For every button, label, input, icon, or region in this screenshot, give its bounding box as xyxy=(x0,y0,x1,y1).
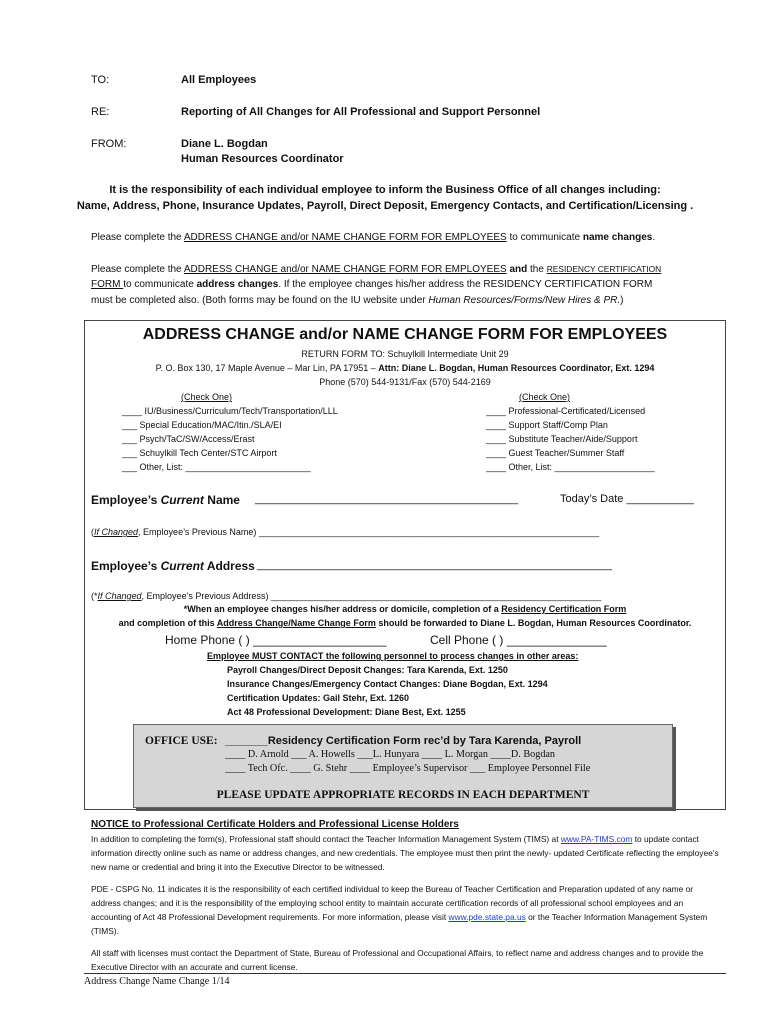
office-routing-line-1[interactable]: ____ D. Arnold ___ A. Howells ___L. Hunyara ____ L. Morgan ____D. Bogdan xyxy=(225,749,556,760)
address-form-ref: Address Change/Name Change Form xyxy=(216,618,376,628)
return-address xyxy=(84,363,726,373)
current-name-field[interactable]: ___________________________________________ xyxy=(255,493,519,505)
notice-heading: NOTICE to Professional Certificate Holders and Professional License Holders xyxy=(91,819,459,830)
from-label: FROM: xyxy=(91,138,127,150)
right-option-4[interactable]: ____ Guest Teacher/Summer Staff xyxy=(486,448,625,458)
notice-paragraph-1 xyxy=(91,832,721,874)
form-name-ref: ADDRESS CHANGE and/or NAME CHANGE FORM FOR EMPLOYEES xyxy=(183,232,507,243)
name-label: Employee’s xyxy=(91,493,161,507)
instruction-text: Please complete the xyxy=(91,232,184,243)
contact-act48: Act 48 Professional Development: Diane Best, Ext. 1255 xyxy=(227,707,466,717)
instruction-text: . If the employee changes his/her address the RESIDENCY CERTIFICATION FORM xyxy=(278,279,653,290)
form-title: ADDRESS CHANGE and/or NAME CHANGE FORM FOR EMPLOYEES xyxy=(142,326,668,343)
name-label-emphasis: Current xyxy=(160,493,204,507)
right-check-heading: (Check One) xyxy=(519,392,571,402)
footer-version: Address Change Name Change 1/14 xyxy=(84,976,230,987)
cell-phone-field[interactable]: Cell Phone ( ) _______________ xyxy=(430,633,607,647)
notice-paragraph-3: All staff with licenses must contact the Department of State, Bureau of Professional and Occupational Affairs, to reflect name and address changes and to provide the Executive Director with an accurate and current license. xyxy=(91,948,704,972)
previous-address-field[interactable] xyxy=(91,591,601,601)
left-option-4[interactable]: ___ Schuylkill Tech Center/STC Airport xyxy=(122,448,277,458)
to-value: All Employees xyxy=(181,74,257,86)
home-phone-field[interactable]: Home Phone ( ) ____________________ xyxy=(165,633,387,647)
notice-text: to update contact information directly online such as name or address changes, and new credentials. The employee must then print the newly- updated Certificate reflecting the employee’s new name or credential and bring it into the Executive Director to be witnessed. xyxy=(91,834,719,872)
right-option-1[interactable]: ____ Professional-Certificated/Licensed xyxy=(486,406,646,416)
prev-address-text: (* xyxy=(91,591,98,601)
re-label: RE: xyxy=(91,106,110,118)
current-name-row xyxy=(91,493,240,507)
notice-text: and completion of this xyxy=(118,618,217,628)
tims-link[interactable]: www.PA-TIMS.com xyxy=(560,834,633,844)
instruction-name-changes xyxy=(91,232,655,243)
to-label: TO: xyxy=(91,74,110,86)
prev-address-emphasis: If Changed xyxy=(97,591,142,601)
right-option-5[interactable]: ____ Other, List: ____________________ xyxy=(486,462,655,472)
left-option-5[interactable]: ___ Other, List: _________________________ xyxy=(122,462,311,472)
office-residency-line[interactable]: _______Residency Certification Form rec’d by Tara Karenda, Payroll xyxy=(225,735,582,747)
prev-name-text: ( xyxy=(91,527,94,537)
residency-form-ref: FORM xyxy=(91,279,124,290)
re-value: Reporting of All Changes for All Professional and Support Personnel xyxy=(181,106,541,118)
instruction-text: must be completed also. (Both forms may be found on the IU website under xyxy=(91,295,429,306)
right-option-3[interactable]: ____ Substitute Teacher/Aide/Support xyxy=(486,434,638,444)
return-to: RETURN FORM TO: Schuylkill Intermediate Unit 29 xyxy=(301,349,509,359)
contact-certification: Certification Updates: Gail Stehr, Ext. 1260 xyxy=(227,693,410,703)
right-option-2[interactable]: ____ Support Staff/Comp Plan xyxy=(486,420,608,430)
notice-text: In addition to completing the form(s), Professional staff should contact the Teacher Information Management System (TIMS) at xyxy=(91,834,561,844)
contact-payroll: Payroll Changes/Direct Deposit Changes: Tara Karenda, Ext. 1250 xyxy=(227,665,508,675)
from-title: Human Resources Coordinator xyxy=(181,153,344,165)
prev-address-text: , Employee’s Previous Address) __________________________________________________________________ xyxy=(141,591,602,601)
intro-line-2: Name, Address, Phone, Insurance Updates, Payroll, Direct Deposit, Emergency Contacts, and Certification/Licensing . xyxy=(76,200,694,212)
address-label-emphasis: Current xyxy=(160,559,204,573)
residency-form-ref: Residency Certification Form xyxy=(501,604,627,614)
contact-insurance: Insurance Changes/Emergency Contact Changes: Diane Bogdan, Ext. 1294 xyxy=(227,679,548,689)
left-check-heading: (Check One) xyxy=(181,392,233,402)
current-address-row xyxy=(91,559,255,573)
form-name-ref: ADDRESS CHANGE and/or NAME CHANGE FORM FOR EMPLOYEES xyxy=(183,264,507,275)
pde-link[interactable]: www.pde.state.pa.us xyxy=(448,912,526,922)
office-footer: PLEASE UPDATE APPROPRIATE RECORDS IN EACH DEPARTMENT xyxy=(216,789,590,801)
prev-name-text: , Employee’s Previous Name) ____________________________________________________________________ xyxy=(138,527,600,537)
address-label: Employee’s xyxy=(91,559,161,573)
left-option-3[interactable]: ___ Psych/TaC/SW/Access/Erast xyxy=(122,434,255,444)
todays-date-field[interactable]: Today’s Date ___________ xyxy=(560,493,694,505)
left-option-2[interactable]: ___ Special Education/MAC/Itin./SLA/EI xyxy=(122,420,282,430)
instruction-text: the xyxy=(530,264,547,275)
instruction-address-line-3 xyxy=(91,295,623,306)
instruction-emphasis: address changes xyxy=(196,279,279,290)
prev-name-emphasis: If Changed xyxy=(94,527,139,537)
address-label: Address xyxy=(203,559,255,573)
from-name: Diane L. Bogdan xyxy=(181,138,268,150)
instruction-address-line-2 xyxy=(91,279,652,290)
phone-fax: Phone (570) 544-9131/Fax (570) 544-2169 xyxy=(319,377,491,387)
website-path: Human Resources/Forms/New Hires & PR. xyxy=(428,295,621,306)
instruction-address-line-1 xyxy=(91,264,661,275)
notice-text: *When an employee changes his/her address or domicile, completion of a xyxy=(183,604,502,614)
notice-paragraph-2 xyxy=(91,882,721,938)
residency-notice-1 xyxy=(84,604,726,614)
left-option-1[interactable]: ____ IU/Business/Curriculum/Tech/Transportation/LLL xyxy=(122,406,338,416)
contact-heading: Employee MUST CONTACT the following personnel to process changes in other areas: xyxy=(207,651,579,661)
footer-divider xyxy=(84,973,726,974)
residency-notice-2 xyxy=(84,618,726,628)
address-text: P. O. Box 130, 17 Maple Avenue – Mar Lin, PA 17951 – xyxy=(155,363,379,373)
name-label: Name xyxy=(203,493,240,507)
instruction-text: . xyxy=(652,232,656,243)
previous-name-field[interactable] xyxy=(91,527,599,537)
intro-line-1: It is the responsibility of each individual employee to inform the Business Office of all changes including: xyxy=(109,184,661,196)
instruction-emphasis: and xyxy=(506,264,531,275)
instruction-text: to communicate xyxy=(123,279,197,290)
instruction-emphasis: name changes xyxy=(582,232,653,243)
residency-form-ref: RESIDENCY CERTIFICATION xyxy=(546,264,662,274)
notice-text: PDE - CSPG No. 11 indicates it is the responsibility of each certified individual to keep the Bureau of Teacher Certification and Preparation updated of any name or address changes; and it is the responsibility of the employing school entity to maintain accurate certification records of all professional school employees and an accounting of Act 48 Professional Development requirements. For more information, please visit xyxy=(91,884,694,922)
current-address-field[interactable]: __________________________________________________________ xyxy=(257,559,612,571)
address-attn: Attn: Diane L. Bogdan, Human Resources Coordinator, Ext. 1294 xyxy=(378,363,655,373)
instruction-text: to communicate xyxy=(506,232,583,243)
instruction-text: ) xyxy=(620,295,624,306)
instruction-text: Please complete the xyxy=(91,264,184,275)
office-use-label: OFFICE USE: xyxy=(145,735,218,747)
office-routing-line-2[interactable]: ____ Tech Ofc. ____ G. Stehr ____ Employee’s Supervisor ___ Employee Personnel File xyxy=(225,763,591,774)
notice-text: should be forwarded to Diane L. Bogdan, Human Resources Coordinator. xyxy=(375,618,692,628)
notice-text: or the Teacher Information Management System (TIMS). xyxy=(91,912,708,936)
